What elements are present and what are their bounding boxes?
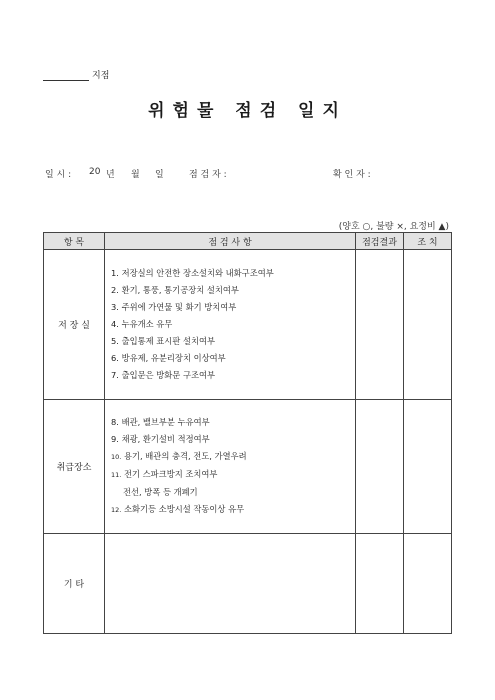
check-items-cell (105, 400, 356, 534)
check-item: 4. 누유개소 유무 (111, 319, 173, 329)
inspection-table (43, 232, 452, 634)
check-item: 5. 출입통제 표시판 설치여부 (111, 336, 216, 346)
header-row (44, 233, 452, 250)
check-item: 2. 환기, 통풍, 통기공장치 설치여부 (111, 285, 239, 295)
section-row-storage (44, 250, 452, 400)
branch-blank-line[interactable] (43, 69, 89, 81)
page-title: 위험물 점검 일지 (148, 101, 347, 121)
month-unit: 월 (131, 170, 140, 180)
date-label: 일 시 : (45, 170, 72, 180)
check-item: 3. 주위에 가연물 및 화기 방치여부 (111, 302, 237, 312)
section-label: 기 타 (44, 534, 105, 634)
header-item: 항 목 (44, 233, 105, 250)
check-items-cell[interactable] (105, 534, 356, 634)
result-cell[interactable] (356, 400, 404, 534)
header-action: 조 치 (404, 233, 452, 250)
action-cell[interactable] (404, 400, 452, 534)
check-item-list (105, 414, 355, 519)
check-item: 12. 소화기등 소방시설 작동이상 유무 (111, 504, 245, 514)
branch-field (43, 68, 109, 81)
check-item: 11. 전기 스파크방지 조치여부 (111, 469, 218, 479)
check-item: 10. 용기, 배관의 충격, 전도, 가열우려 (111, 451, 247, 461)
check-items-cell (105, 250, 356, 400)
header-result: 점검결과 (356, 233, 404, 250)
inspector-label: 점 검 자 : (189, 170, 227, 180)
confirmer-label: 확 인 자 : (333, 170, 371, 180)
section-label: 저 장 실 (44, 250, 105, 400)
check-item: 8. 배관, 밸브부분 누유여부 (111, 417, 210, 427)
result-legend: (양호 ○, 불량 ×, 요정비 ▲) (338, 222, 449, 232)
check-item: 9. 채광, 환기설비 적정여부 (111, 434, 210, 444)
section-row-handling (44, 400, 452, 534)
day-unit: 일 (155, 170, 164, 180)
action-cell[interactable] (404, 250, 452, 400)
check-item: 1. 저장실의 안전한 장소설치와 내화구조여부 (111, 268, 274, 278)
result-cell[interactable] (356, 250, 404, 400)
action-cell[interactable] (404, 534, 452, 634)
year-unit: 년 (106, 170, 115, 180)
check-item: 7. 출입문은 방화문 구조여부 (111, 370, 216, 380)
branch-label: 지점 (92, 71, 110, 81)
date-year: 20 (89, 167, 101, 177)
header-check: 점 검 사 항 (105, 233, 356, 250)
result-cell[interactable] (356, 534, 404, 634)
section-row-etc (44, 534, 452, 634)
section-label: 취급장소 (44, 400, 105, 534)
check-item-list (105, 265, 355, 384)
check-item: 6. 방유제, 유분리장치 이상여부 (111, 353, 226, 363)
check-item: 전선, 방폭 등 개폐기 (123, 487, 198, 497)
